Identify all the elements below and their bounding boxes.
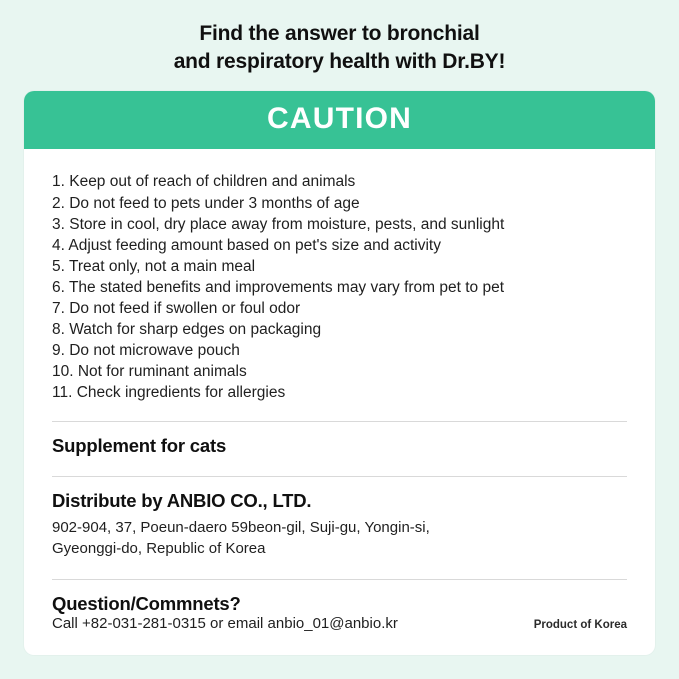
page-title-line-1: Find the answer to bronchial <box>199 22 480 45</box>
list-item: 2. Do not feed to pets under 3 months of age <box>52 194 360 212</box>
list-item: 8. Watch for sharp edges on packaging <box>52 320 322 338</box>
list-item: 1. Keep out of reach of children and animals <box>52 173 356 191</box>
list-item: 6. The stated benefits and improvements may vary from pet to pet <box>52 278 505 296</box>
page-title-line-2: and respiratory health with Dr.BY! <box>173 49 506 73</box>
supplement-section <box>52 422 627 470</box>
caution-header: CAUTION <box>24 91 655 149</box>
list-item: 7. Do not feed if swollen or foul odor <box>52 299 301 317</box>
distributor-title: Distribute by ANBIO CO., LTD. <box>52 490 312 512</box>
question-title: Question/Commnets? <box>52 592 241 614</box>
caution-list <box>52 171 627 415</box>
product-origin: Product of Korea <box>533 618 627 631</box>
list-item: 10. Not for ruminant animals <box>52 363 247 381</box>
caution-card <box>24 91 655 655</box>
list-item: 11. Check ingredients for allergies <box>52 384 286 402</box>
distributor-address-line-1: 902-904, 37, Poeun-daero 59beon-gil, Suji-gu, Yongin-si, <box>52 519 430 537</box>
list-item: 5. Treat only, not a main meal <box>52 257 256 275</box>
caution-card-body <box>24 149 655 655</box>
list-item: 4. Adjust feeding amount based on pet's size and activity <box>52 236 441 254</box>
supplement-title: Supplement for cats <box>52 435 227 457</box>
distributor-section <box>52 477 627 572</box>
list-item: 3. Store in cool, dry place away from moisture, pests, and sunlight <box>52 215 505 233</box>
distributor-address <box>52 518 627 559</box>
contact-info[interactable]: Call +82-031-281-0315 or email anbio_01@anbio.kr <box>52 614 398 632</box>
page-title <box>24 20 655 75</box>
list-item: 9. Do not microwave pouch <box>52 342 240 360</box>
contact-row <box>52 615 627 632</box>
question-section <box>52 580 627 645</box>
distributor-address-line-2: Gyeonggi-do, Republic of Korea <box>52 539 266 557</box>
